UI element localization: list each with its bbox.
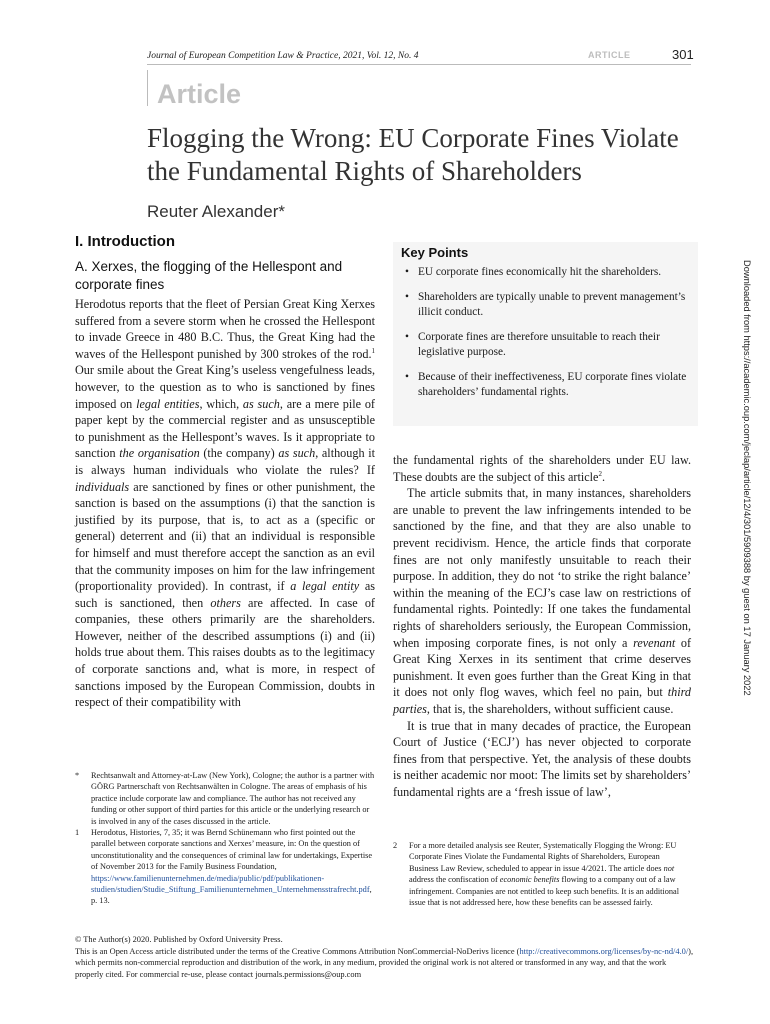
right-paragraph-3-text (393, 719, 691, 799)
license-text (75, 946, 695, 981)
footnote-1 (75, 827, 375, 907)
italic-run: third parties (393, 685, 691, 716)
text-run: are affected. In case of companies, these others primarily are the shareholders. However, neither of the described assumptions (i) and (ii) holds true about them. This raises doubts as to the legitimacy of corporate sanctions and, what is more, in respect of sanctions imposed by the European Commission, doubts in respect of their compatibility with (75, 595, 375, 710)
key-point-item (405, 330, 687, 361)
text-run: This is an Open Access article distributed under the terms of the Creative Commons Attribution NonCommercial-NoDerivs licence ( (75, 946, 520, 956)
footnote-ref: 2 (598, 469, 602, 478)
text-run: are sanctioned by fines or other punishment, the sanction is based on the assumptions (i) that the sanction is justified by its purpose, that is, to act as a (specific or general) deterrent and (ii) that an individual is responsible for himself and must therefore accept the sanction as an evil that the community imposes on him for the law infringement (proportionality provided). In contrast, if (75, 479, 375, 594)
footnote-2 (393, 840, 691, 908)
copyright-notice (75, 934, 695, 980)
article-type-label: ARTICLE (588, 50, 631, 60)
right-paragraph-2 (393, 485, 691, 717)
text-run: (the company) (199, 446, 279, 461)
left-column-paragraph (75, 296, 375, 711)
copyright-line (75, 934, 695, 946)
italic-run: individuals (75, 479, 130, 494)
subsection-heading: A. Xerxes, the flogging of the Hellespont and corporate fines (75, 259, 343, 292)
text-run: © The Author(s) 2020. Published by Oxford University Press. (75, 935, 283, 944)
text-run: , which, (199, 396, 243, 411)
text-run: It is true that in many decades of practice, the European Court of Justice (‘ECJ’) has never objected to corporate fines from that perspective. Yet, the analysis of these doubts is neither academic nor moot: The limits set by shareholders’ fundamental rights are a ‘fresh issue of law’, (393, 718, 691, 799)
footnote-author (75, 770, 375, 827)
text-run: the fundamental rights of the shareholders under EU law. These doubts are the subject of this article (393, 453, 691, 484)
header-rule (147, 64, 691, 65)
key-point-text: EU corporate fines economically hit the shareholders. (418, 266, 662, 278)
text-run: Herodotus reports that the fleet of Persian Great King Xerxes suffered from a severe storm when he crossed the Hellespont to invade Greece in 480 B.C. Thus, the Great King had the waves of the Hellespont punished by 300 strokes of the rod. (75, 297, 375, 361)
text-run: , are a mere pile of paper kept by the commercial register and as unsusceptible to punishment as the Hellespont’s waves. Is it appropriate to sanction (75, 396, 375, 461)
text-run: address the confiscation of (409, 875, 500, 885)
text-run: , p. 13. (91, 885, 372, 906)
footnote-mark: * (75, 771, 80, 780)
section-heading: I. Introduction (75, 233, 175, 250)
text-run: For a more detailed analysis see Reuter, Systematically Flogging the Wrong: EU Corporate Fines Violate the Fundamental Rights of Shareholders, European Business Law Review, scheduled to appear in issue 4/2021. The article does (409, 841, 677, 873)
url-link[interactable]: https://www.familienunternehmen.de/media/public/pdf/publikationen-studien/studien/Studie_Stiftung_Familienunternehmen_Unternehmensstrafrecht.pdf (91, 873, 370, 895)
right-paragraph-2-text (393, 486, 691, 716)
key-point-item (405, 370, 687, 401)
footnote-mark: 2 (393, 841, 398, 850)
key-points-title: Key Points (401, 245, 469, 260)
text-run: flowing to a company out of a law infringement. Companies are not entitled to keep such benefits. It is an additional issue that is not addressed here, how these benefits can be assessed fairly. (409, 875, 680, 908)
italic-run: a legal entity (290, 579, 360, 594)
download-watermark (739, 260, 751, 760)
header-bracket-line (147, 70, 148, 106)
italic-run: others (210, 595, 241, 610)
key-points-list (405, 265, 687, 410)
download-note: Downloaded from https://academic.oup.com/jeclap/article/12/4/301/5909388 by guest on 17 January 2022 (742, 260, 752, 696)
text-run: as such is sanctioned, then (75, 579, 375, 610)
footnote-text (409, 841, 679, 907)
footnote-text (91, 771, 374, 826)
author-name: Reuter Alexander* (147, 202, 285, 221)
text-run: of Great King Xerxes in its sentiment that crime deserves punishment. It even goes further than the Great King in that it does not only flog waves, which feel no pain, but (393, 635, 691, 700)
key-point-text: Corporate fines are therefore unsuitable to reach their legislative purpose. (418, 330, 660, 358)
footnote-mark: 1 (75, 828, 80, 838)
key-point-text: Because of their ineffectiveness, EU corporate fines violate shareholders’ fundamental rights. (418, 370, 687, 398)
key-point-text: Shareholders are typically unable to prevent management’s illicit conduct. (418, 290, 686, 318)
article-section-label: Article (157, 79, 242, 109)
key-point-item (405, 290, 687, 321)
key-point-item (405, 265, 687, 281)
text-run: The article submits that, in many instances, shareholders are unable to prevent the law infringements intended to be sanctioned by the fine, and that they are also unable to prevent recidivism. Hence, the article finds that corporate fines are not only manifestly unsuitable to reach their purpose. In addition, they do not ‘to strike the right balance’ within the meaning of the ECJ’s case law on restrictions of fundamental rights. Pointedly: If one takes the fundamental rights of shareholders seriously, the European Commission, when imposing corporate fines, is not only a (393, 486, 691, 650)
italic-run: not (663, 863, 675, 873)
text-run: . (601, 469, 605, 484)
footnotes-left (75, 770, 375, 907)
page-number: 301 (672, 47, 694, 62)
italic-run: legal entities (136, 396, 200, 411)
text-run: Our smile about the Great King’s useless vengefulness leads, however, to the question as to who is sanctioned by fines imposed on (75, 363, 375, 411)
italic-run: the organisation (119, 446, 200, 461)
italic-run: as such (242, 396, 280, 411)
right-paragraph-3 (393, 718, 691, 801)
text-run: ), which permits non-commercial reproduction and distribution of the work, in any medium, provided the original work is not altered or transformed in any way, and that the work properly cited. For commercial re-use, please contact journals.permissions@oup.com (75, 946, 694, 979)
italic-run: revenant (633, 635, 676, 650)
journal-citation: Journal of European Competition Law & Practice, 2021, Vol. 12, No. 4 (147, 51, 419, 61)
key-points-box (393, 242, 698, 426)
footnotes-right (393, 840, 691, 908)
text-run: Rechtsanwalt and Attorney-at-Law (New York), Cologne; the author is a partner with GÖRG Partnerschaft von Rechtsanwälten in Cologne. The areas of emphasis of his practice include corporate law and compliance. The author has not received any funding or other support of third parties for this article or the underlying research or is involved in any of the cases discussed in the article. (91, 771, 375, 826)
italic-run: economic benefits (499, 875, 560, 885)
bullet-icon: • (405, 266, 409, 278)
bullet-icon: • (405, 290, 409, 303)
bullet-icon: • (405, 370, 409, 383)
italic-run: as such (278, 446, 316, 461)
footnote-text (91, 828, 372, 905)
right-paragraph-1 (393, 452, 691, 485)
text-run: , although it is always human individuals who violate the rules? If (75, 446, 375, 477)
article-title: Flogging the Wrong: EU Corporate Fines Violate the Fundamental Rights of Shareholders (147, 123, 679, 186)
text-run: Herodotus, Histories, 7, 35; it was Bernd Schünemann who first pointed out the parallel between corporate sanctions and Xerxes’ measure, in: On the question of unconstitutionality and the consequences of criminal law for undertakings, Expertise of November 2013 for the Family Business Foundation, (91, 828, 373, 872)
right-column-text (393, 452, 691, 800)
footnote-ref: 1 (371, 346, 375, 355)
bullet-icon: • (405, 330, 409, 343)
url-link[interactable]: http://creativecommons.org/licenses/by-nc-nd/4.0/ (519, 946, 689, 956)
text-run: , that is, the shareholders, without sufficient cause. (426, 701, 674, 716)
